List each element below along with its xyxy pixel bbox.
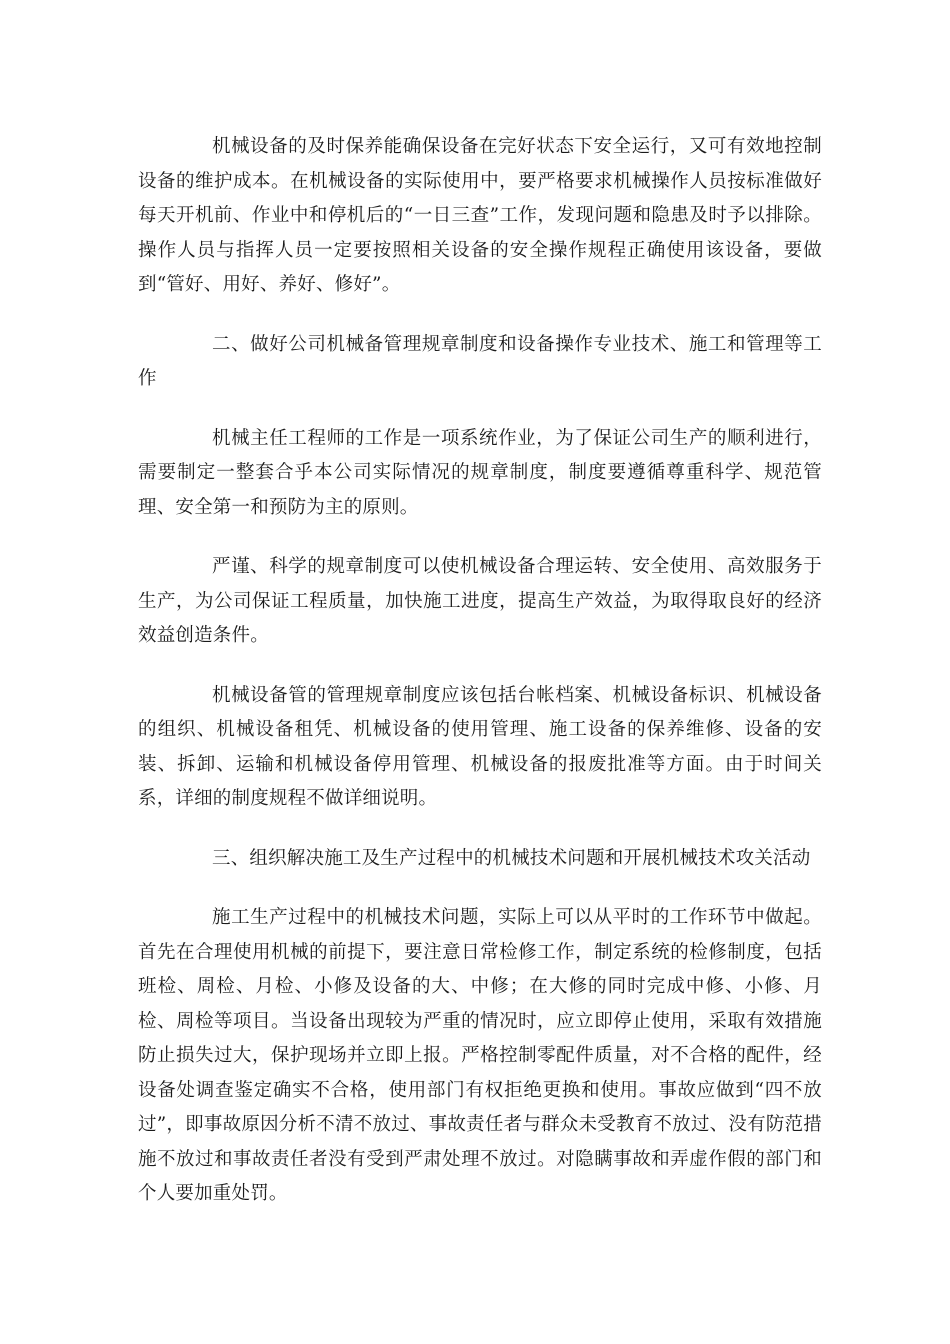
document-body (138, 130, 822, 1212)
paragraph-rules-benefit: 严谨、科学的规章制度可以使机械设备合理运转、安全使用、高效服务于生产，为公司保证工程质量，加快施工进度，提高生产效益，为取得取良好的经济效益创造条件。 (138, 556, 822, 646)
paragraph-maintenance: 机械设备的及时保养能确保设备在完好状态下安全运行，又可有效地控制设备的维护成本。在机械设备的实际使用中，要严格要求机械操作人员按标准做好每天开机前、作业中和停机后的“一日三查”工作，发现问题和隐患及时予以排除。操作人员与指挥人员一定要按照相关设备的安全操作规程正确使用该设备，要做到“管好、用好、养好、修好”。 (138, 136, 822, 295)
section-heading-2: 二、做好公司机械备管理规章制度和设备操作专业技术、施工和管理等工作 (138, 333, 822, 389)
paragraph-rules-scope: 机械设备管的管理规章制度应该包括台帐档案、机械设备标识、机械设备的组织、机械设备租凭、机械设备的使用管理、施工设备的保养维修、设备的安装、拆卸、运输和机械设备停用管理、机械设备的报废批准等方面。由于时间关系，详细的制度规程不做详细说明。 (138, 684, 822, 809)
paragraph-technical-issues: 施工生产过程中的机械技术问题，实际上可以从平时的工作环节中做起。首先在合理使用机械的前提下，要注意日常检修工作，制定系统的检修制度，包括班检、周检、月检、小修及设备的大、中修；在大修的同时完成中修、小修、月检、周检等项目。当设备出现较为严重的情况时，应立即停止使用，采取有效措施防止损失过大，保护现场并立即上报。严格控制零配件质量，对不合格的配件，经设备处调查鉴定确实不合格，使用部门有权拒绝更换和使用。事故应做到“四不放过”，即事故原因分析不清不放过、事故责任者与群众未受教育不放过、没有防范措施不放过和事故责任者没有受到严肃处理不放过。对隐瞒事故和弄虚作假的部门和个人要加重处罚。 (138, 907, 822, 1204)
section-heading-3: 三、组织解决施工及生产过程中的机械技术问题和开展机械技术攻关活动 (212, 847, 811, 869)
paragraph-rules-intro: 机械主任工程师的工作是一项系统作业，为了保证公司生产的顺利进行，需要制定一整套合乎本公司实际情况的规章制度，制度要遵循尊重科学、规范管理、安全第一和预防为主的原则。 (138, 427, 822, 518)
